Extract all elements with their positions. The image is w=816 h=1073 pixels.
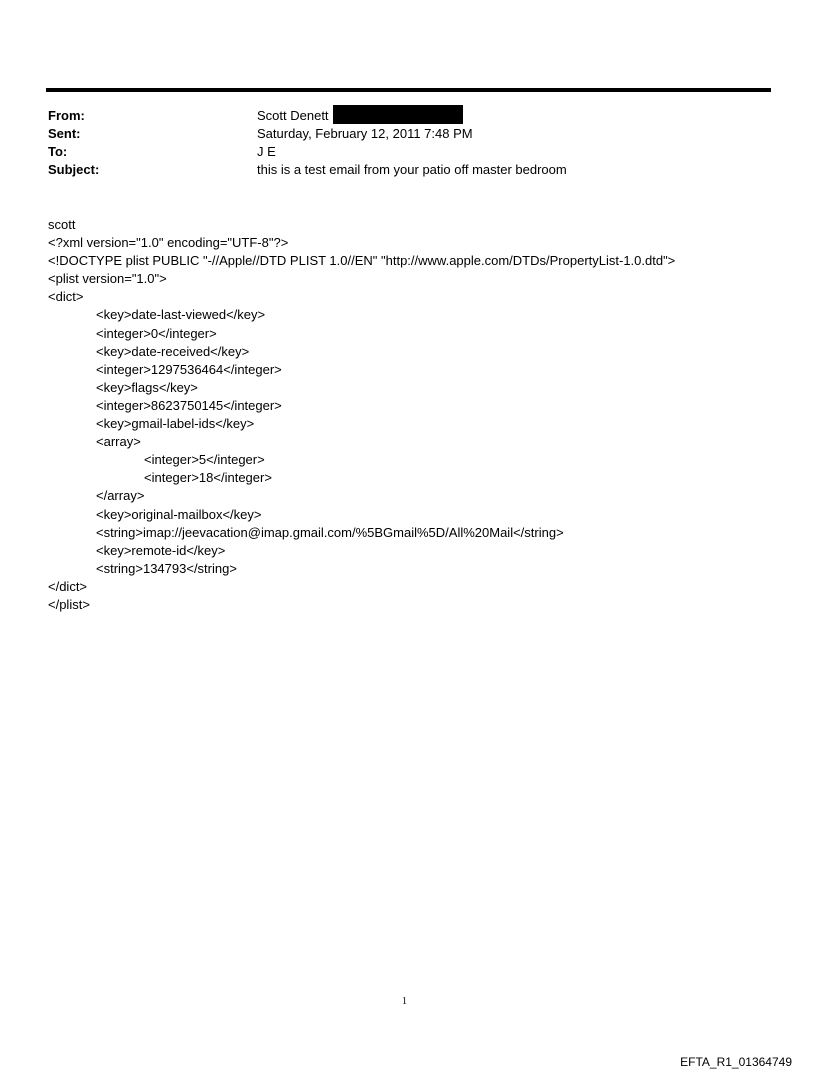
body-line: <integer>1297536464</integer> xyxy=(96,361,282,377)
body-line: </dict> xyxy=(48,578,88,594)
body-line: <integer>18</integer> xyxy=(144,470,272,486)
sent-value: Saturday, February 12, 2011 7:48 PM xyxy=(257,126,473,141)
header-divider xyxy=(46,88,771,92)
bates-number: EFTA_R1_01364749 xyxy=(680,1055,792,1069)
sent-label: Sent: xyxy=(48,126,81,141)
sent-row xyxy=(48,125,567,143)
from-value xyxy=(257,107,463,125)
from-label: From: xyxy=(48,108,85,123)
body-line: <integer>5</integer> xyxy=(144,452,265,468)
body-line: <!DOCTYPE plist PUBLIC "-//Apple//DTD PLIST 1.0//EN" "http://www.apple.com/DTDs/PropertyList-1.0.dtd"> xyxy=(48,253,676,269)
subject-label: Subject: xyxy=(48,162,100,177)
sender-name: Scott Denett xyxy=(257,108,329,123)
body-line: <integer>0</integer> xyxy=(96,325,217,341)
to-value: J E xyxy=(257,144,276,159)
body-line: <dict> xyxy=(48,289,84,305)
body-line: </plist> xyxy=(48,596,90,612)
body-line: <string>imap://jeevacation@imap.gmail.com/%5BGmail%5D/All%20Mail</string> xyxy=(96,524,564,540)
body-line: <key>original-mailbox</key> xyxy=(96,506,262,522)
body-line: <key>flags</key> xyxy=(96,379,198,395)
to-label: To: xyxy=(48,144,68,159)
redaction-box xyxy=(333,105,463,124)
subject-value: this is a test email from your patio off master bedroom xyxy=(257,162,567,177)
body-line: scott xyxy=(48,217,76,232)
body-line: <plist version="1.0"> xyxy=(48,271,167,287)
from-row xyxy=(48,107,567,125)
page-number: 1 xyxy=(402,996,407,1007)
to-row xyxy=(48,143,567,161)
body-line: </array> xyxy=(96,488,145,504)
body-line: <key>gmail-label-ids</key> xyxy=(96,416,255,432)
body-line: <key>remote-id</key> xyxy=(96,542,226,558)
subject-row xyxy=(48,161,567,179)
email-header xyxy=(48,107,567,179)
body-line: <key>date-received</key> xyxy=(96,343,250,359)
body-line: <key>date-last-viewed</key> xyxy=(96,307,266,323)
body-line: <?xml version="1.0" encoding="UTF-8"?> xyxy=(48,235,289,251)
body-line: <array> xyxy=(96,434,141,450)
email-body xyxy=(48,216,675,614)
body-line: <string>134793</string> xyxy=(96,560,237,576)
body-line: <integer>8623750145</integer> xyxy=(96,397,282,413)
